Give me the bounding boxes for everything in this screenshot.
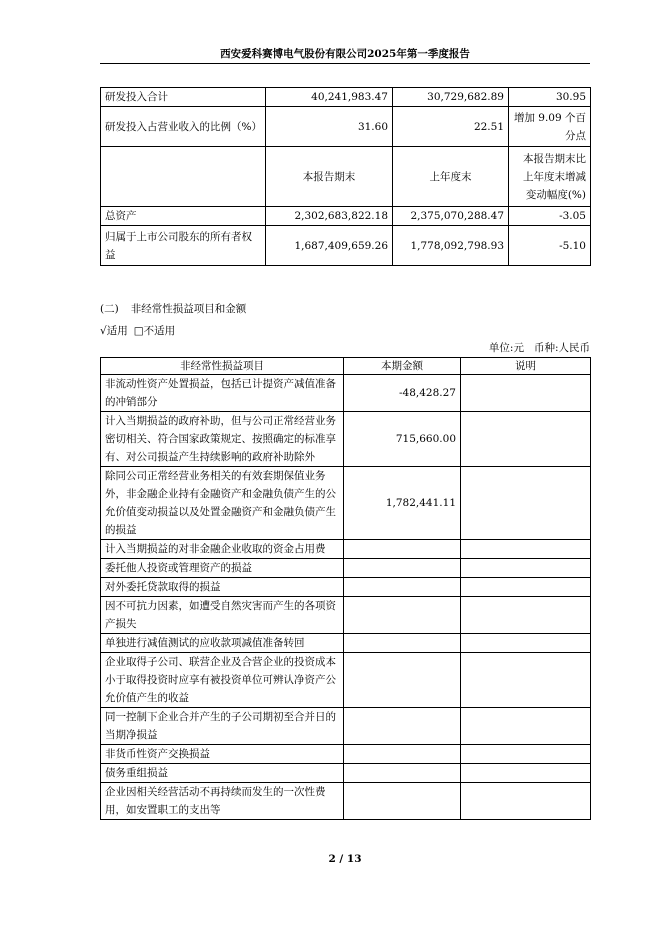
table-subheader-row bbox=[101, 147, 591, 207]
table-row bbox=[101, 412, 591, 467]
note-value bbox=[461, 745, 591, 764]
not-applicable-label: 不适用 bbox=[143, 325, 176, 337]
applicable-label: 适用 bbox=[106, 325, 128, 337]
table-row bbox=[101, 207, 591, 226]
item-label: 债务重组损益 bbox=[101, 764, 344, 783]
prior-value: 1,778,092,798.93 bbox=[393, 226, 509, 266]
change-value: -3.05 bbox=[509, 207, 591, 226]
non-recurring-items-table bbox=[100, 357, 591, 820]
table-row bbox=[101, 764, 591, 783]
rd-and-assets-table bbox=[100, 87, 591, 266]
amount-value bbox=[344, 764, 461, 783]
page-header: 西安爱科赛博电气股份有限公司2025年第一季度报告 bbox=[100, 44, 590, 64]
change-value: -5.10 bbox=[509, 226, 591, 266]
table-row bbox=[101, 745, 591, 764]
prior-value: 22.51 bbox=[393, 107, 509, 147]
table-row bbox=[101, 783, 591, 820]
note-value bbox=[461, 578, 591, 597]
header-item: 非经常性损益项目 bbox=[101, 358, 344, 375]
amount-value: 1,782,441.11 bbox=[344, 467, 461, 540]
item-label: 委托他人投资或管理资产的损益 bbox=[101, 559, 344, 578]
section-title-text: 非经常性损益项目和金额 bbox=[130, 303, 247, 315]
table-row bbox=[101, 226, 591, 266]
table-row bbox=[101, 559, 591, 578]
amount-value bbox=[344, 578, 461, 597]
table-header-row bbox=[101, 358, 591, 375]
row-label: 总资产 bbox=[101, 207, 266, 226]
unchecked-box-icon: □ bbox=[133, 325, 144, 337]
row-label: 归属于上市公司股东的所有者权益 bbox=[101, 226, 266, 266]
amount-value bbox=[344, 634, 461, 653]
item-label: 因不可抗力因素，如遭受自然灾害而产生的各项资产损失 bbox=[101, 597, 344, 634]
table-row bbox=[101, 375, 591, 412]
unit-label: 单位:元 bbox=[488, 342, 524, 354]
unit-line bbox=[100, 340, 590, 356]
note-value bbox=[461, 597, 591, 634]
section-number: (二) bbox=[100, 303, 119, 315]
note-value bbox=[461, 708, 591, 745]
item-label: 企业因相关经营活动不再持续而发生的一次性费用，如安置职工的支出等 bbox=[101, 783, 344, 820]
header-note: 说明 bbox=[461, 358, 591, 375]
item-label: 非流动性资产处置损益，包括已计提资产减值准备的冲销部分 bbox=[101, 375, 344, 412]
item-label: 企业取得子公司、联营企业及合营企业的投资成本小于取得投资时应享有被投资单位可辨认净资产公允价值产生的收益 bbox=[101, 653, 344, 708]
subheader-current: 本报告期末 bbox=[266, 147, 393, 207]
note-value bbox=[461, 540, 591, 559]
page-number: 2 / 13 bbox=[328, 853, 362, 865]
current-value: 1,687,409,659.26 bbox=[266, 226, 393, 266]
note-value bbox=[461, 634, 591, 653]
table-row bbox=[101, 107, 591, 147]
note-value bbox=[461, 653, 591, 708]
table-row bbox=[101, 708, 591, 745]
table-row bbox=[101, 467, 591, 540]
table-row bbox=[101, 653, 591, 708]
table-row bbox=[101, 634, 591, 653]
amount-value: 715,660.00 bbox=[344, 412, 461, 467]
table-row bbox=[101, 578, 591, 597]
item-label: 对外委托贷款取得的损益 bbox=[101, 578, 344, 597]
note-value bbox=[461, 375, 591, 412]
table-row bbox=[101, 88, 591, 107]
change-value: 增加 9.09 个百分点 bbox=[509, 107, 591, 147]
note-value bbox=[461, 783, 591, 820]
subheader-prior: 上年度末 bbox=[393, 147, 509, 207]
item-label: 单独进行减值测试的应收款项减值准备转回 bbox=[101, 634, 344, 653]
current-value: 31.60 bbox=[266, 107, 393, 147]
table-row bbox=[101, 597, 591, 634]
item-label: 非货币性资产交换损益 bbox=[101, 745, 344, 764]
checked-box-icon: √ bbox=[100, 325, 107, 337]
amount-value bbox=[344, 745, 461, 764]
amount-value bbox=[344, 559, 461, 578]
amount-value bbox=[344, 783, 461, 820]
change-value: 30.95 bbox=[509, 88, 591, 107]
note-value bbox=[461, 412, 591, 467]
prior-value: 2,375,070,288.47 bbox=[393, 207, 509, 226]
amount-value bbox=[344, 708, 461, 745]
section-title bbox=[100, 300, 246, 318]
subheader-change: 本报告期末比上年度末增减变动幅度(%) bbox=[509, 147, 591, 207]
amount-value: -48,428.27 bbox=[344, 375, 461, 412]
row-label: 研发投入占营业收入的比例（%） bbox=[101, 107, 266, 147]
amount-value bbox=[344, 597, 461, 634]
item-label: 除同公司正常经营业务相关的有效套期保值业务外，非金融企业持有金融资产和金融负债产生的公允价值变动损益以及处置金融资产和金融负债产生的损益 bbox=[101, 467, 344, 540]
currency-label: 币种:人民币 bbox=[533, 342, 590, 354]
empty-cell bbox=[101, 147, 266, 207]
row-label: 研发投入合计 bbox=[101, 88, 266, 107]
note-value bbox=[461, 467, 591, 540]
amount-value bbox=[344, 540, 461, 559]
item-label: 同一控制下企业合并产生的子公司期初至合并日的当期净损益 bbox=[101, 708, 344, 745]
note-value bbox=[461, 764, 591, 783]
amount-value bbox=[344, 653, 461, 708]
prior-value: 30,729,682.89 bbox=[393, 88, 509, 107]
note-value bbox=[461, 559, 591, 578]
current-value: 40,241,983.47 bbox=[266, 88, 393, 107]
item-label: 计入当期损益的政府补助，但与公司正常经营业务密切相关、符合国家政策规定、按照确定的标准享有、对公司损益产生持续影响的政府补助除外 bbox=[101, 412, 344, 467]
item-label: 计入当期损益的对非金融企业收取的资金占用费 bbox=[101, 540, 344, 559]
header-amount: 本期金额 bbox=[344, 358, 461, 375]
current-value: 2,302,683,822.18 bbox=[266, 207, 393, 226]
table-row bbox=[101, 540, 591, 559]
applicability-line bbox=[100, 322, 175, 340]
